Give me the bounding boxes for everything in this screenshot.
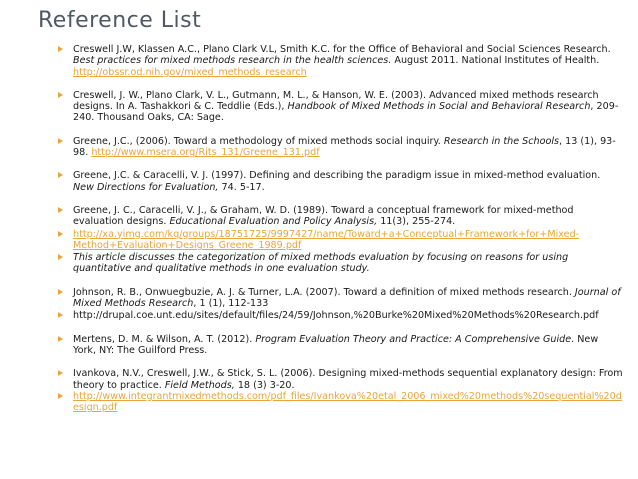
reference-title: Handbook of Mixed Methods in Social and Behavioral Research: [287, 101, 591, 113]
reference-item: [58, 170, 624, 193]
bullet-arrow-icon: [58, 254, 63, 260]
reference-link[interactable]: http://www.integrantmixedmethods.com/pdf_files/Ivankova%20etal_2006_mixed%20methods%20sequential%20design.pdf: [73, 390, 622, 414]
reference-item: [58, 252, 624, 275]
bullet-arrow-icon: [58, 312, 63, 318]
reference-note: This article discusses the categorization of mixed methods evaluation by focusing on reasons for using quantitative and qualitative methods in one evaluation study.: [73, 252, 569, 275]
reference-title: New Directions for Evaluation,: [73, 181, 219, 193]
reference-item: [58, 44, 624, 78]
reference-title: Research in the Schools: [443, 135, 560, 147]
reference-text: 18 (3) 3-20.: [234, 379, 295, 391]
reference-text: . New York, NY: The Guilford Press.: [73, 333, 599, 356]
page-title: Reference List: [38, 8, 202, 33]
reference-item: [58, 229, 624, 252]
reference-title: Best practices for mixed methods research in the health sciences.: [73, 55, 392, 67]
reference-item: [58, 391, 624, 414]
bullet-arrow-icon: [58, 370, 63, 376]
bullet-arrow-icon: [58, 393, 63, 399]
bullet-arrow-icon: [58, 92, 63, 98]
reference-text: Greene, J.C., (2006). Toward a methodology of mixed methods social inquiry.: [73, 135, 444, 147]
reference-text: Creswell, J. W., Plano Clark, V. L., Gutmann, M. L., & Hanson, W. E. (2003). Advanced mixed methods research designs. In A. Tashakkori & C. Teddlie (Eds.),: [73, 89, 599, 113]
reference-link[interactable]: http://obssr.od.nih.gov/mixed_methods_research: [73, 66, 307, 78]
reference-text: Mertens, D. M. & Wilson, A. T. (2012).: [73, 333, 256, 345]
reference-text: August 2011. National Institutes of Health.: [391, 55, 600, 67]
reference-text: Ivankova, N.V., Creswell, J.W., & Stick, S. L. (2006). Designing mixed-methods sequential explanatory design: From theory to practice.: [73, 368, 623, 391]
reference-text: Johnson, R. B., Onwuegbuzie, A. J. & Turner, L.A. (2007). Toward a definition of mixed methods research.: [73, 286, 575, 298]
reference-item: [58, 136, 624, 159]
bullet-arrow-icon: [58, 138, 63, 144]
reference-item: [58, 287, 624, 310]
reference-list: [58, 44, 624, 413]
bullet-arrow-icon: [58, 172, 63, 178]
bullet-arrow-icon: [58, 207, 63, 213]
reference-title: Field Methods,: [164, 379, 235, 391]
reference-item: [58, 90, 624, 124]
reference-title: Journal of Mixed Methods Research: [73, 286, 621, 310]
reference-title: Educational Evaluation and Policy Analysis,: [169, 216, 378, 228]
reference-text: Greene, J.C. & Caracelli, V. J. (1997). Defining and describing the paradigm issue in mixed-method evaluation.: [73, 170, 601, 182]
reference-text: , 1 (1), 112-133: [193, 298, 269, 310]
bullet-arrow-icon: [58, 46, 63, 52]
reference-item: [58, 310, 624, 321]
reference-url: http://drupal.coe.unt.edu/sites/default/files/24/59/Johnson,%20Burke%20Mixed%20Methods%20Research.pdf: [73, 310, 599, 322]
reference-text: , 209-240. Thousand Oaks, CA: Sage.: [73, 101, 619, 124]
bullet-arrow-icon: [58, 289, 63, 295]
reference-item: [58, 334, 624, 357]
reference-link[interactable]: http://www.msera.org/Rits_131/Greene_131.pdf: [91, 147, 320, 159]
reference-text: , 13 (1), 93-98.: [73, 135, 616, 159]
reference-text: Greene, J. C., Caracelli, V. J., & Graham, W. D. (1989). Toward a conceptual framework for mixed-method evaluation designs.: [73, 204, 574, 228]
bullet-arrow-icon: [58, 231, 63, 237]
reference-text: 74. 5-17.: [218, 181, 265, 193]
reference-item: [58, 205, 624, 228]
reference-item: [58, 368, 624, 391]
reference-text: Creswell J.W, Klassen A.C., Plano Clark V.L, Smith K.C. for the Office of Behavioral and Social Sciences Research.: [73, 44, 611, 55]
reference-title: Program Evaluation Theory and Practice: A Comprehensive Guide: [255, 333, 572, 345]
bullet-arrow-icon: [58, 336, 63, 342]
reference-link[interactable]: http://xa.yimg.com/kq/groups/18751725/9997427/name/Toward+a+Conceptual+Framework+for+Mixed-Method+Evaluation+Designs_Greene_1989.pdf: [73, 228, 580, 251]
reference-text: 11(3), 255-274.: [377, 216, 456, 228]
